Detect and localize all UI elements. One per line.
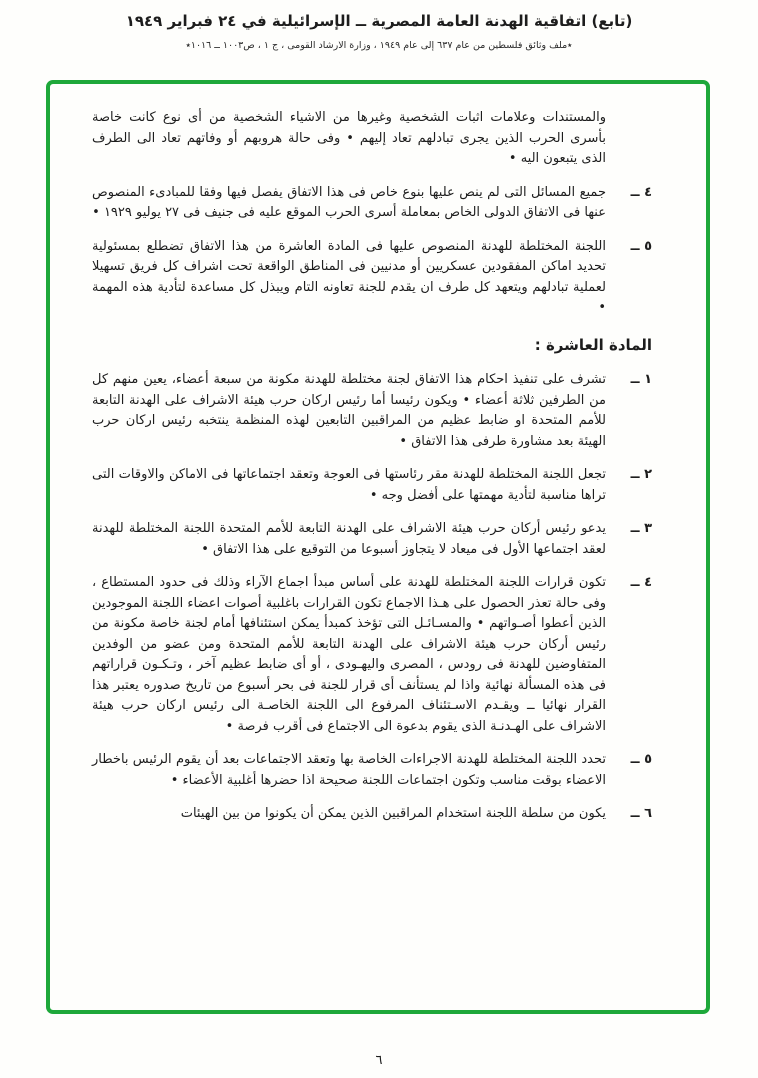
item-text: اللجنة المختلطة للهدنة المنصوص عليها فى المادة العاشرة من هذا الاتفاق تضطلع بمسئولية تحديد اماكن المفقودين عسكريين أو مدنيين فى المناطق الواقعة تحت اشراف كل فريق تسهيلا لعملية تبادلهم ويتعهد كل طرف ان يقدم للجنة تعاونه التام ويبذل كل مساعدة لتأدية هذه المهمة •: [92, 238, 606, 315]
item-number: ٢ ــ: [630, 467, 652, 482]
item-text: تكون قرارات اللجنة المختلطة للهدنة على أساس مبدأ اجماع الآراء وذلك فى حدود المستطاع ، وفى حالة تعذر الحصول على هـذا الاجماع تكون القرارات باغلبية أصوات اعضاء اللجنة الموجودين الذين أعطوا أصـواتهم • والمسـائـل التى تؤخذ كمبدأ يمكن استئنافها أمام لجنة خاصة مكونة من رئيس أركان حرب هيئة الاشراف على الهدنة التابعة للأمم المتحدة ومن عضو من الوفدين المتفاوضين للهدنة فى رودس ، المصرى واليهـودى ، أو أى ضابط عظيم آخر ، وتـكـون قراراتهم فى هذه المسألة نهائية واذا لم يستأنف أى قرار للجنة فى بحر أسبوع من تاريخ صدوره يعتبر هذا القرار نهائيا ــ ويقـدم الاسـتئناف المرفوع الى اللجنة الخاصـة الى رئيس اركان حرب هيئة الاشراف على الهـدنـة الذى يقوم بدعوة الى الاجتماع فى أقرب فرصة •: [92, 575, 606, 734]
item-text: يكون من سلطة اللجنة استخدام المراقبين الذين يمكن أن يكونوا من بين الهيئات: [180, 806, 606, 821]
item-text: تحدد اللجنة المختلطة للهدنة الاجراءات الخاصة بها وتعقد الاجتماعات بعد أن يقوم الرئيس باخطار الاعضاء بوقت مناسب وتكون اجتماعات اللجنة صحيحة اذا حضرها أغلبية الأعضاء •: [92, 752, 606, 788]
document-header: [0, 12, 758, 51]
item-text: جميع المسائل التى لم ينص عليها بنوع خاص فى هذا الاتفاق يفصل فيها وفقا للمبادىء المنصوص عنها فى الاتفاق الدولى الخاص بمعاملة أسرى الحرب الموقع عليه فى جنيف فى ٢٧ يوليو ١٩٢٩ •: [92, 184, 606, 220]
item-number: ٤ ــ: [630, 575, 652, 590]
list-item: [92, 183, 652, 224]
item-number: ٥ ــ: [630, 238, 652, 254]
item-number: ٤ ــ: [630, 184, 652, 200]
source-citation: ٭ملف وثائق فلسطين من عام ٦٣٧ إلى عام ١٩٤٩ ، وزارة الارشاد القومى ، ج ١ ، ص١٠٠٣ ــ ١٠١٦٭: [185, 40, 573, 51]
list-item: [92, 573, 652, 737]
document-title: (تابع) اتفاقية الهدنة العامة المصرية ــ الإسرائيلية في ٢٤ فبراير ١٩٤٩: [125, 12, 633, 30]
item-text: يدعو رئيس أركان حرب هيئة الاشراف على الهدنة التابعة للأمم المتحدة اللجنة المختلطة للهدنة لعقد اجتماعها الأول فى ميعاد لا يتجاوز أسبوعا من التوقيع على هذا الاتفاق •: [92, 521, 606, 557]
list-item: [92, 750, 652, 791]
article-heading: المادة العاشرة :: [534, 335, 652, 354]
item-number: ٣ ــ: [630, 521, 652, 536]
list-item: [92, 804, 652, 825]
item-text: تجعل اللجنة المختلطة للهدنة مقر رئاستها فى العوجة وتعقد اجتماعاتها فى الاماكن والاوقات التى تراها مناسبة لتأدية مهمتها على أفضل وجه •: [92, 467, 606, 503]
item-number: ٥ ــ: [630, 752, 652, 767]
item-number: ٦ ــ: [630, 806, 652, 821]
content-frame: [46, 80, 710, 1014]
page-footer: [0, 1053, 758, 1068]
list-item: [92, 237, 652, 319]
page-number: ٦: [375, 1053, 383, 1068]
list-item: [92, 465, 652, 506]
item-text: تشرف على تنفيذ احكام هذا الاتفاق لجنة مختلطة للهدنة مكونة من سبعة أعضاء، يعين منهم كل من الطرفين ثلاثة أعضاء • ويكون رئيسا أما رئيس اركان حرب هيئة الاشراف على الهدنة التابعة للأمم المتحدة او ضابط عظيم من المراقبين التابعين لهذه المنظمة ينتخبه رئيس اركان حرب الهيئة بعد مشاورة طرفى هذا الاتفاق •: [92, 372, 606, 449]
item-number: ١ ــ: [630, 372, 652, 387]
list-item: [92, 370, 652, 452]
continuation-paragraph: والمستندات وعلامات اثبات الشخصية وغيرها من الاشياء الشخصية من أى نوع كانت خاصة بأسرى الحرب الذين يجرى تبادلهم تعاد إليهم • وفى حالة هروبهم أو وفاتهم تعاد الى الطرف الذى يتبعون اليه •: [92, 110, 606, 166]
list-item: [92, 519, 652, 560]
